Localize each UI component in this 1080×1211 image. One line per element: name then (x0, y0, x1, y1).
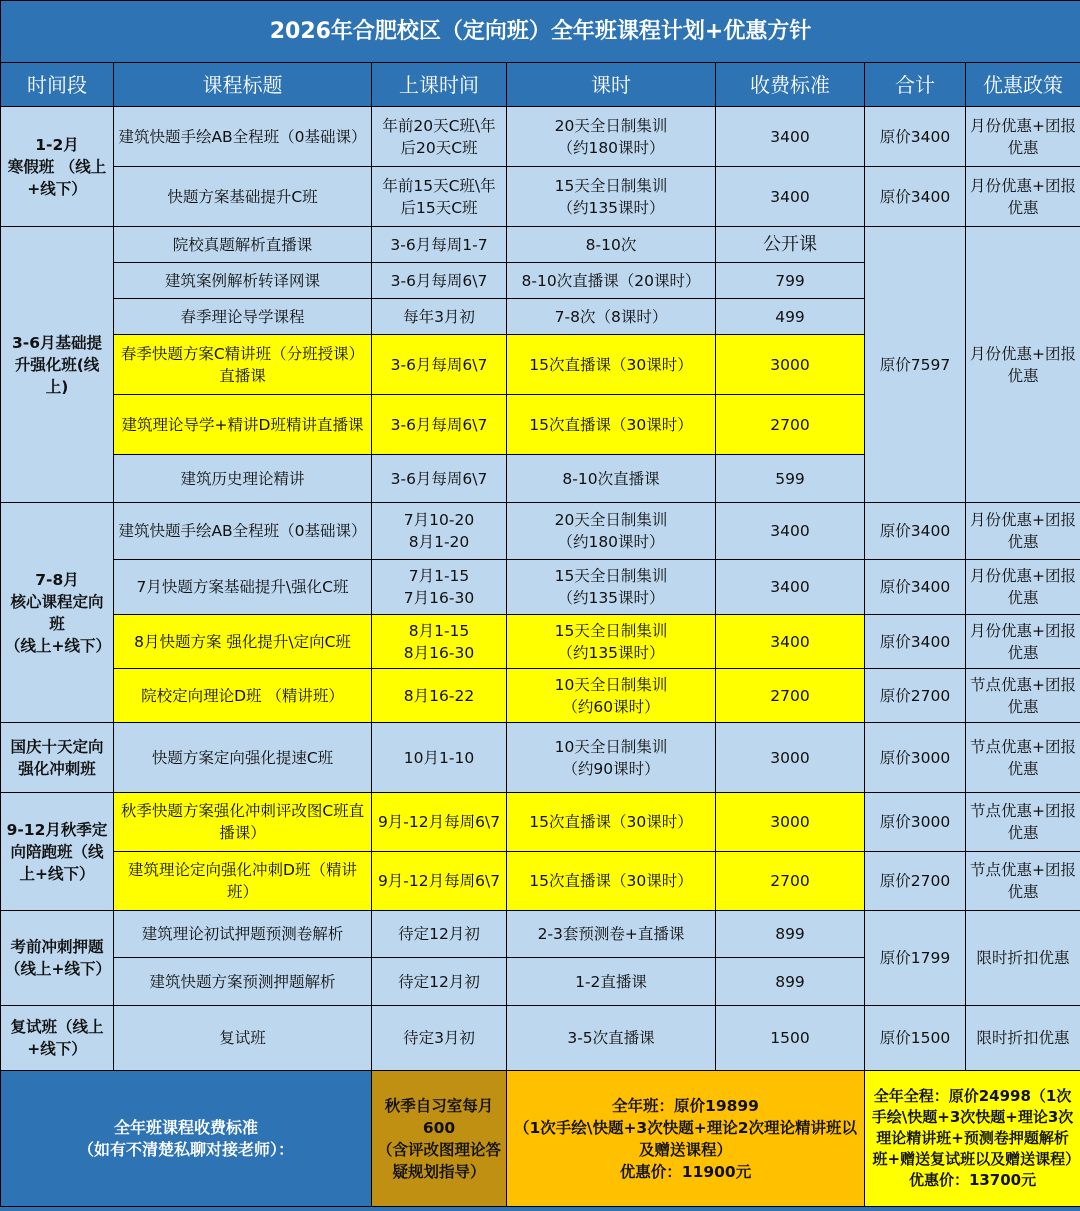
period-retest: 复试班（线上+线下） (1, 1006, 114, 1071)
course-policy: 节点优惠+团报优惠 (966, 723, 1080, 793)
course-title: 建筑理论初试押题预测卷解析 (114, 911, 372, 958)
course-time: 3-6月每周6\7 (372, 263, 507, 299)
course-title: 院校真题解析直播课 (114, 227, 372, 263)
course-hours: 15天全日制集训 （约135课时） (507, 167, 716, 227)
course-hours: 15天全日制集训 （约135课时） (507, 560, 716, 615)
header-hours: 课时 (507, 63, 716, 107)
course-policy: 月份优惠+团报优惠 (966, 107, 1080, 167)
course-hours: 20天全日制集训 （约180课时） (507, 107, 716, 167)
page-title: 2026年合肥校区（定向班）全年班课程计划+优惠方针 (1, 1, 1080, 63)
course-title: 秋季快题方案强化冲刺评改图C班直播课） (114, 793, 372, 852)
course-fee: 3000 (716, 335, 865, 395)
course-time: 待定3月初 (372, 1006, 507, 1071)
footer-fee-label: 全年班课程收费标准 （如有不清楚私聊对接老师）： (1, 1071, 372, 1207)
course-total: 原价2700 (865, 669, 966, 723)
course-fee: 2700 (716, 852, 865, 911)
course-fee: 1500 (716, 1006, 865, 1071)
course-hours: 8-10次 (507, 227, 716, 263)
course-time: 8月1-15 8月16-30 (372, 615, 507, 669)
course-total: 原价3400 (865, 503, 966, 560)
course-title: 建筑快题手绘AB全程班（0基础课） (114, 503, 372, 560)
course-time: 年前20天C班\年后20天C班 (372, 107, 507, 167)
course-title: 建筑快题手绘AB全程班（0基础课） (114, 107, 372, 167)
course-policy: 节点优惠+团报优惠 (966, 793, 1080, 852)
course-policy: 限时折扣优惠 (966, 1006, 1080, 1071)
course-fee: 2700 (716, 669, 865, 723)
header-period: 时间段 (1, 63, 114, 107)
course-fee: 3400 (716, 167, 865, 227)
course-fee: 3400 (716, 107, 865, 167)
course-hours: 15次直播课（30课时） (507, 395, 716, 455)
course-title: 春季快题方案C精讲班（分班授课）直播课 (114, 335, 372, 395)
course-title: 建筑快题方案预测押题解析 (114, 958, 372, 1006)
course-hours: 8-10次直播课 (507, 455, 716, 503)
period-winter: 1-2月 寒假班 （线上+线下） (1, 107, 114, 227)
course-policy: 月份优惠+团报优惠 (966, 167, 1080, 227)
course-time: 3-6月每周1-7 (372, 227, 507, 263)
header-fee: 收费标准 (716, 63, 865, 107)
course-fee: 599 (716, 455, 865, 503)
course-title: 建筑理论导学+精讲D班精讲直播课 (114, 395, 372, 455)
course-time: 7月10-20 8月1-20 (372, 503, 507, 560)
course-policy: 月份优惠+团报优惠 (966, 503, 1080, 560)
course-time: 每年3月初 (372, 299, 507, 335)
course-total: 原价3000 (865, 793, 966, 852)
header-policy: 优惠政策 (966, 63, 1080, 107)
course-hours: 15次直播课（30课时） (507, 335, 716, 395)
course-hours: 3-5次直播课 (507, 1006, 716, 1071)
footer-study-room: 秋季自习室每月600 （含评改图理论答疑规划指导） (372, 1071, 507, 1207)
course-title: 复试班 (114, 1006, 372, 1071)
period-national-day: 国庆十天定向强化冲刺班 (1, 723, 114, 793)
course-hours: 8-10次直播课（20课时） (507, 263, 716, 299)
course-hours: 1-2直播课 (507, 958, 716, 1006)
course-time: 9月-12月每周6\7 (372, 793, 507, 852)
course-policy: 月份优惠+团报优惠 (966, 560, 1080, 615)
course-time: 3-6月每周6\7 (372, 395, 507, 455)
footer-full-year: 全年班：原价19899 （1次手绘\快题+3次快题+理论2次理论精讲班以及赠送课程） 优惠价：11900元 (507, 1071, 865, 1207)
course-hours: 15次直播课（30课时） (507, 793, 716, 852)
group-total: 原价1799 (865, 911, 966, 1006)
period-final-sprint: 考前冲刺押题（线上+线下） (1, 911, 114, 1006)
course-hours: 2-3套预测卷+直播课 (507, 911, 716, 958)
course-total: 原价3400 (865, 615, 966, 669)
course-fee: 899 (716, 958, 865, 1006)
course-hours: 15次直播课（30课时） (507, 852, 716, 911)
course-hours: 7-8次（8课时） (507, 299, 716, 335)
header-title: 课程标题 (114, 63, 372, 107)
course-time: 7月1-15 7月16-30 (372, 560, 507, 615)
course-hours: 20天全日制集训 （约180课时） (507, 503, 716, 560)
course-title: 院校定向理论D班 （精讲班） (114, 669, 372, 723)
course-total: 原价2700 (865, 852, 966, 911)
course-fee: 3000 (716, 793, 865, 852)
course-fee: 3000 (716, 723, 865, 793)
course-time: 9月-12月每周6\7 (372, 852, 507, 911)
course-time: 3-6月每周6\7 (372, 455, 507, 503)
course-title: 建筑历史理论精讲 (114, 455, 372, 503)
course-title: 春季理论导学课程 (114, 299, 372, 335)
course-fee: 2700 (716, 395, 865, 455)
group-total: 原价7597 (865, 227, 966, 503)
header-time: 上课时间 (372, 63, 507, 107)
course-time: 3-6月每周6\7 (372, 335, 507, 395)
course-total: 原价1500 (865, 1006, 966, 1071)
course-total: 原价3400 (865, 167, 966, 227)
course-title: 7月快题方案基础提升\强化C班 (114, 560, 372, 615)
course-title: 8月快题方案 强化提升\定向C班 (114, 615, 372, 669)
course-title: 快题方案定向强化提速C班 (114, 723, 372, 793)
course-fee: 799 (716, 263, 865, 299)
course-hours: 10天全日制集训 （约90课时） (507, 723, 716, 793)
course-hours: 10天全日制集训 （约60课时） (507, 669, 716, 723)
course-fee: 3400 (716, 615, 865, 669)
course-fee: 3400 (716, 503, 865, 560)
group-policy: 月份优惠+团报优惠 (966, 227, 1080, 503)
period-spring: 3-6月基础提升强化班(线上) (1, 227, 114, 503)
course-total: 原价3400 (865, 560, 966, 615)
course-time: 8月16-22 (372, 669, 507, 723)
course-policy: 节点优惠+团报优惠 (966, 669, 1080, 723)
course-fee: 公开课 (716, 227, 865, 263)
course-policy: 节点优惠+团报优惠 (966, 852, 1080, 911)
course-title: 建筑理论定向强化冲刺D班（精讲班） (114, 852, 372, 911)
course-fee: 499 (716, 299, 865, 335)
header-total: 合计 (865, 63, 966, 107)
course-fee: 3400 (716, 560, 865, 615)
course-title: 建筑案例解析转译网课 (114, 263, 372, 299)
period-autumn: 9-12月秋季定向陪跑班（线上+线下） (1, 793, 114, 911)
course-fee: 899 (716, 911, 865, 958)
course-title: 快题方案基础提升C班 (114, 167, 372, 227)
course-total: 原价3400 (865, 107, 966, 167)
course-time: 待定12月初 (372, 958, 507, 1006)
course-time: 10月1-10 (372, 723, 507, 793)
course-time: 待定12月初 (372, 911, 507, 958)
footer-full-course: 全年全程：原价24998（1次手绘\快题+3次快题+理论3次理论精讲班+预测卷押题解析班+赠送复试班以及赠送课程）优惠价：13700元 (865, 1071, 1080, 1207)
period-summer: 7-8月 核心课程定向班 （线上+线下） (1, 503, 114, 723)
course-policy: 月份优惠+团报优惠 (966, 615, 1080, 669)
course-hours: 15天全日制集训 （约135课时） (507, 615, 716, 669)
course-total: 原价3000 (865, 723, 966, 793)
group-policy: 限时折扣优惠 (966, 911, 1080, 1006)
course-time: 年前15天C班\年后15天C班 (372, 167, 507, 227)
